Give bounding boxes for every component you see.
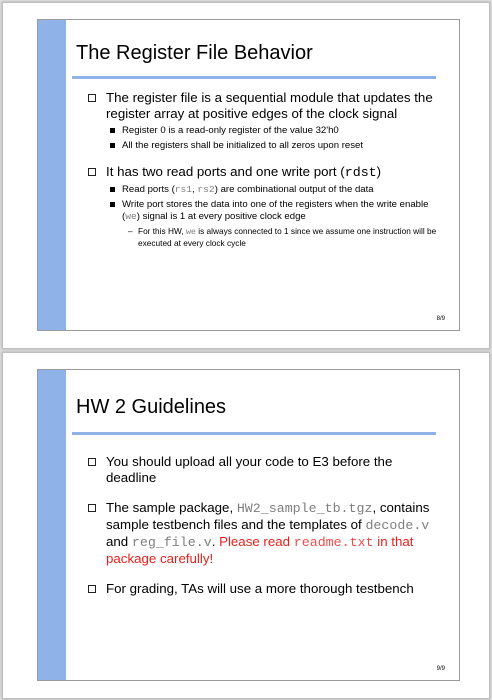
bullet-ports: It has two read ports and one write port (rdst) [88,164,441,181]
hollow-square-bullet-icon [88,585,96,593]
slide-page-8[interactable] [2,2,490,349]
slide-title: HW 2 Guidelines [76,396,227,418]
slide-frame [37,19,460,331]
filled-square-bullet-icon [110,187,115,192]
sub-sub-bullet-we: – For this HW, we is always connected to 1 since we assume one instruction will be executed at every clock cycle [128,226,437,248]
sub-bullet-register0: Register 0 is a read-only register of the value 32'h0 [88,125,441,137]
bullet-grading: For grading, TAs will use a more thorough testbench [88,581,441,597]
title-underline [72,432,436,435]
slide-page-9[interactable] [2,352,490,699]
bullet-sequential-module: The register file is a sequential module that updates the register array at positive edges of the clock signal [88,90,441,122]
dash-bullet-icon: – [128,226,133,236]
title-underline [72,76,436,79]
hollow-square-bullet-icon [88,504,96,512]
hollow-square-bullet-icon [88,94,96,102]
filled-square-bullet-icon [110,202,115,207]
sub-bullet-read-ports: Read ports (rs1, rs2) are combinational output of the data [88,184,441,196]
bullet-sample-package: The sample package, HW2_sample_tb.tgz, contains sample testbench files and the templates of decode.v and reg_file.v. Please read readme.txt in that package carefully! [88,500,441,567]
hollow-square-bullet-icon [88,168,96,176]
hollow-square-bullet-icon [88,458,96,466]
slide-accent-bar [38,20,66,330]
slide-frame [37,369,460,681]
sub-bullet-reset: All the registers shall be initialized to all zeros upon reset [88,140,441,152]
page-number: 9/9 [436,666,445,672]
page-number: 8/9 [436,316,445,322]
slide-title: The Register File Behavior [76,42,313,64]
slide-body [88,90,441,248]
bullet-upload: You should upload all your code to E3 before the deadline [88,454,441,486]
sub-bullet-write-port: Write port stores the data into one of the registers when the write enable (we) signal is 1 at every positive clock edge [88,199,441,223]
slide-body [88,454,441,597]
filled-square-bullet-icon [110,143,115,148]
filled-square-bullet-icon [110,128,115,133]
slide-accent-bar [38,370,66,680]
